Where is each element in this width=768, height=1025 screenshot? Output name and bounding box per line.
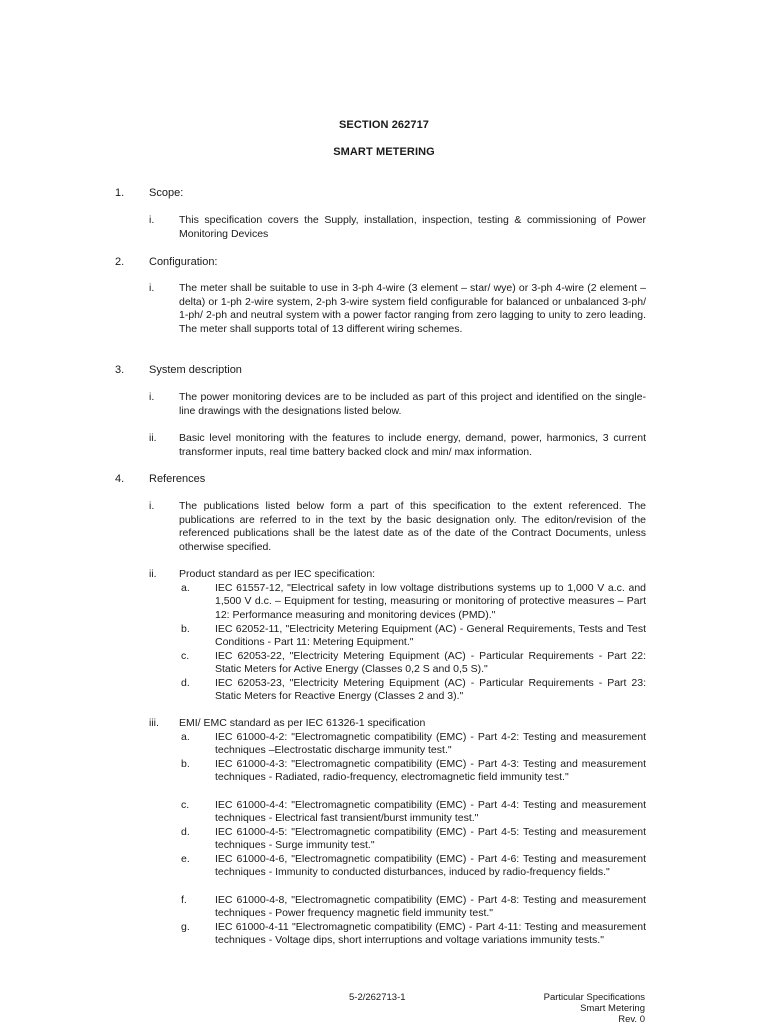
item-text: The publications listed below form a part of this specification to the extent referenced. The publications are referred to in the text by the basic designation only. The editon/revision of the referenced publications shall be the latest date as of the date of the Contract Documents, unless otherwise specified. bbox=[179, 500, 646, 553]
subitem-text: IEC 61000-4-2: "Electromagnetic compatibility (EMC) - Part 4-2: Testing and measurement techniques –Electrostatic discharge immunity test." bbox=[215, 731, 646, 757]
section-title: References bbox=[149, 473, 206, 485]
subitem-text: IEC 61000-4-3: "Electromagnetic compatibility (EMC) - Part 4-3: Testing and measurement techniques - Radiated, radio-frequency, electromagnetic field immunity test." bbox=[215, 758, 646, 784]
section-number: 2. bbox=[115, 256, 125, 268]
section-number: 4. bbox=[115, 473, 125, 485]
subitem-marker: c. bbox=[181, 650, 190, 662]
item-marker: ii. bbox=[149, 432, 157, 444]
subitem-marker: a. bbox=[181, 731, 190, 743]
item-text: This specification covers the Supply, installation, inspection, testing & commissioning of Power Monitoring Devices bbox=[179, 214, 646, 240]
item-marker: ii. bbox=[149, 568, 157, 580]
footer-page-code: 5-2/262713-1 bbox=[349, 992, 406, 1003]
item-marker: i. bbox=[149, 391, 155, 403]
subitem-marker: b. bbox=[181, 623, 190, 635]
subitem-marker: b. bbox=[181, 758, 190, 770]
item-text: Basic level monitoring with the features to include energy, demand, power, harmonics, 3 current transformer inputs, real time battery backed clock and min/ max information. bbox=[179, 432, 646, 458]
item-text: Product standard as per IEC specification: bbox=[179, 568, 376, 580]
subitem-marker: e. bbox=[181, 853, 190, 865]
section-number: 3. bbox=[115, 364, 125, 376]
subitem-marker: a. bbox=[181, 582, 190, 594]
item-marker: i. bbox=[149, 282, 155, 294]
section-title: Configuration: bbox=[149, 256, 218, 268]
section-code: SECTION 262717 bbox=[338, 119, 430, 131]
subitem-text: IEC 61000-4-6, "Electromagnetic compatibility (EMC) - Part 4-6: Testing and measurement techniques - Immunity to conducted disturbances, induced by radio-frequency fields." bbox=[215, 853, 646, 879]
footer-section-name: Smart Metering bbox=[580, 1003, 645, 1014]
item-text: The meter shall be suitable to use in 3-ph 4-wire (3 element – star/ wye) or 3-ph 4-wire (2 element – delta) or 1-ph 2-wire system, 2-ph 3-wire system field configurable for balanced or unbalanced 3-ph/ 1-ph/ 2-ph and neutral system with a power factor ranging from zero lagging to unity to zero leading. The meter shall supports total of 13 different wiring schemes. bbox=[179, 282, 646, 335]
subitem-marker: d. bbox=[181, 677, 190, 689]
item-text: EMI/ EMC standard as per IEC 61326-1 specification bbox=[179, 717, 426, 729]
section-number: 1. bbox=[115, 187, 125, 199]
subitem-text: IEC 61557-12, "Electrical safety in low voltage distributions systems up to 1,000 V a.c. and 1,500 V d.c. – Equipment for testing, measuring or monitoring of protective measures – Part 12: Performance measuring and monitoring devices (PMD)." bbox=[215, 582, 646, 621]
subitem-text: IEC 62053-23, "Electricity Metering Equipment (AC) - Particular Requirements - Part 23: Static Meters for Reactive Energy (Classes 2 and 3)." bbox=[215, 677, 646, 703]
footer-revision: Rev. 0 bbox=[618, 1014, 645, 1025]
section-title: Scope: bbox=[149, 187, 184, 199]
subitem-text: IEC 61000-4-4: "Electromagnetic compatibility (EMC) - Part 4-4: Testing and measurement techniques - Electrical fast transient/burst immunity test." bbox=[215, 799, 646, 825]
document-title: SMART METERING bbox=[333, 146, 435, 158]
subitem-text: IEC 61000-4-8, "Electromagnetic compatibility (EMC) - Part 4-8: Testing and measurement techniques - Power frequency magnetic field immunity test." bbox=[215, 894, 646, 920]
item-marker: iii. bbox=[149, 717, 159, 729]
subitem-marker: d. bbox=[181, 826, 190, 838]
subitem-text: IEC 61000-4-11 "Electromagnetic compatibility (EMC) - Part 4-11: Testing and measurement techniques - Voltage dips, short interruptions and voltage variations immunity tests." bbox=[215, 921, 646, 947]
item-text: The power monitoring devices are to be included as part of this project and identified on the single-line drawings with the designations listed below. bbox=[179, 391, 646, 417]
footer-right-block bbox=[544, 992, 645, 1025]
item-marker: i. bbox=[149, 500, 155, 512]
subitem-marker: g. bbox=[181, 921, 190, 933]
subitem-marker: f. bbox=[181, 894, 187, 906]
subitem-text: IEC 62052-11, "Electricity Metering Equipment (AC) - General Requirements, Tests and Test Conditions - Part 11: Metering Equipment." bbox=[215, 623, 646, 649]
section-title: System description bbox=[149, 364, 242, 376]
footer-spec-type: Particular Specifications bbox=[543, 992, 645, 1003]
subitem-text: IEC 61000-4-5: "Electromagnetic compatibility (EMC) - Part 4-5: Testing and measurement techniques - Surge immunity test." bbox=[215, 826, 646, 852]
subitem-marker: c. bbox=[181, 799, 190, 811]
subitem-text: IEC 62053-22, "Electricity Metering Equipment (AC) - Particular Requirements - Part 22: Static Meters for Active Energy (Classes 0,2 S and 0,5 S)." bbox=[215, 650, 646, 676]
item-marker: i. bbox=[149, 214, 155, 226]
